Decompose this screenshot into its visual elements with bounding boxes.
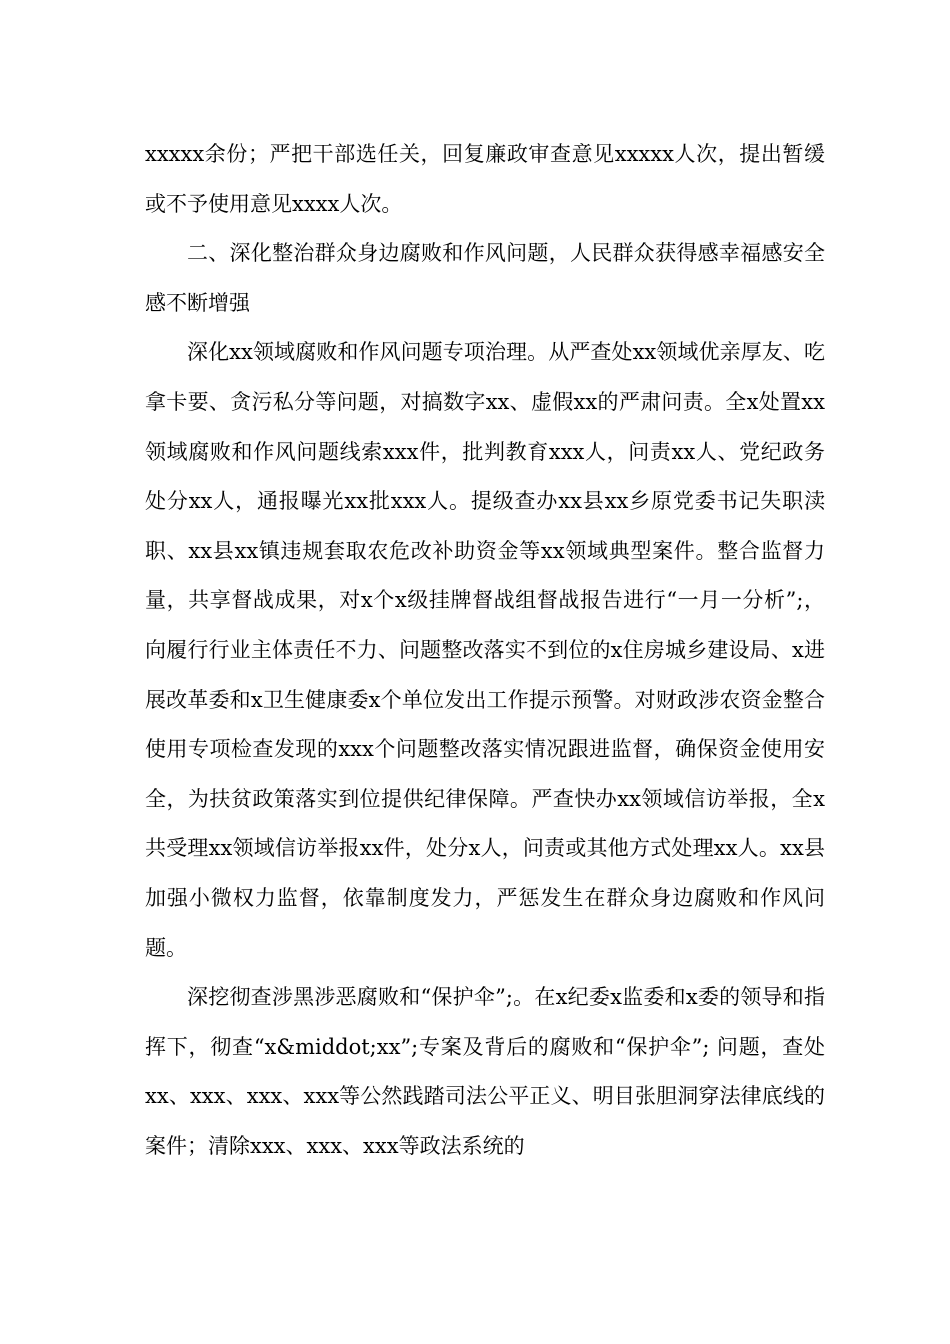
paragraph-protective-umbrella: 深挖彻查涉黑涉恶腐败和“保护伞”;。在x纪委x监委和x委的领导和指挥下，彻查“x&middot;xx”;专案及背后的腐败和“保护伞”; 问题，查处xx、xxx、xxx、xxx等公然践踏司法公平正义、明目张胆洞穿法律底线的案件；清除xxx、xxx、xxx等政法系统的 xyxy=(145,985,825,1158)
section-heading: 二、深化整治群众身边腐败和作风问题，人民群众获得感幸福感安全感不断增强 xyxy=(145,241,825,315)
document-body xyxy=(145,130,825,1171)
paragraph-continuation: xxxxx余份；严把干部选任关，回复廉政审查意见xxxxx人次，提出暂缓或不予使用意见xxxx人次。 xyxy=(145,142,825,216)
paragraph-special-governance: 深化xx领域腐败和作风问题专项治理。从严查处xx领域优亲厚友、吃拿卡要、贪污私分等问题，对搞数字xx、虚假xx的严肃问责。全x处置xx领域腐败和作风问题线索xxx件，批判教育xxx人，问责xx人、党纪政务处分xx人，通报曝光xx批xxx人。提级查办xx县xx乡原党委书记失职渎职、xx县xx镇违规套取农危改补助资金等xx领域典型案件。整合监督力量，共享督战成果，对x个x级挂牌督战组督战报告进行“一月一分析”;，向履行行业主体责任不力、问题整改落实不到位的x住房城乡建设局、x进展改革委和x卫生健康委x个单位发出工作提示预警。对财政涉农资金整合使用专项检查发现的xxx个问题整改落实情况跟进监督，确保资金使用安全，为扶贫政策落实到位提供纪律保障。严查快办xx领域信访举报，全x 共受理xx领域信访举报xx件，处分x人，问责或其他方式处理xx人。xx县加强小微权力监督，依靠制度发力，严惩发生在群众身边腐败和作风问题。 xyxy=(145,340,825,960)
